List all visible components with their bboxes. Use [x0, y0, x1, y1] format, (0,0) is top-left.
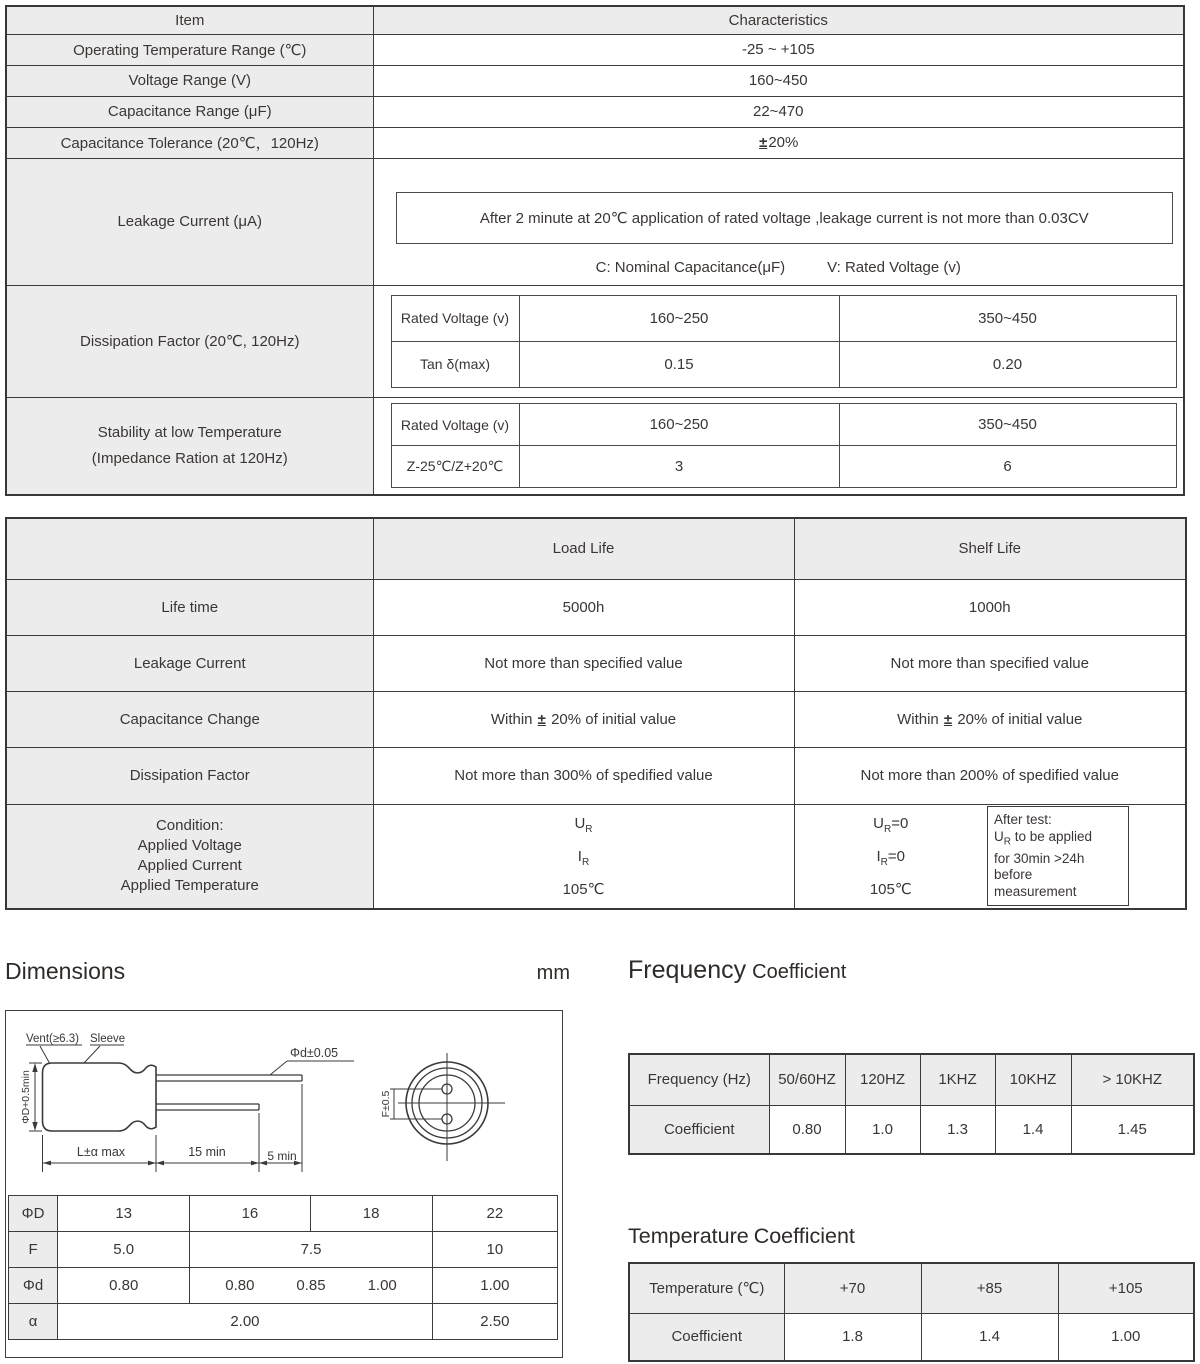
- lead-15min-label: 15 min: [188, 1145, 226, 1159]
- stability-inner-table: Rated Voltage (v) 160~250 350~450 Z-25℃/Z+20℃ 3 6: [391, 403, 1177, 488]
- condition-label: Condition: Applied Voltage Applied Current Applied Temperature: [6, 804, 373, 909]
- sleeve-label: Sleeve: [90, 1033, 126, 1045]
- leakage-cell: [373, 158, 1184, 285]
- table-row: Capacitance Change Within ± 20% of initial value Within ± 20% of initial value: [6, 691, 1186, 747]
- table-row: F 5.0 7.5 10: [9, 1232, 558, 1268]
- spec-header-item: Item: [6, 6, 373, 34]
- dimensions-table: [8, 1195, 558, 1340]
- spec-table: [5, 5, 1185, 496]
- dissipation-inner-table: Rated Voltage (v) 160~250 350~450 Tan δ(max) 0.15 0.20: [391, 295, 1177, 388]
- phid-dim-label: Φd±0.05: [290, 1046, 339, 1060]
- table-row: Dissipation Factor Not more than 300% of spedified value Not more than 200% of spedified value: [6, 747, 1186, 804]
- leakage-definitions: C: Nominal Capacitance(μF) V: Rated Voltage (v): [595, 258, 961, 276]
- spec-row-value: 160~450: [373, 65, 1184, 96]
- capacitor-drawing: [6, 1011, 561, 1193]
- condition-shelf-cell: $U_R=0$ $I_R=0$ 105℃ After test: $U_R$ to be applied for 30min >24h before measurement: [794, 804, 1186, 909]
- dimensions-drawing-box: [5, 1010, 563, 1358]
- table-row: [6, 397, 1184, 495]
- length-dim-label: L±α max: [76, 1145, 126, 1159]
- dissipation-cell: [373, 285, 1184, 397]
- frequency-section-title: Frequency Coefficient: [628, 956, 847, 984]
- plus-minus-symbol: ±: [537, 710, 546, 728]
- spec-row-label: Voltage Range (V): [6, 65, 373, 96]
- life-header-load: Load Life: [373, 518, 794, 579]
- lead-5min-label: 5 min: [267, 1149, 297, 1163]
- spec-row-value: -25 ~ +105: [373, 34, 1184, 65]
- condition-row: [6, 804, 1186, 909]
- phiD-dim-label: ΦD+0.5min: [20, 1070, 32, 1124]
- spec-row-value: ±20%: [373, 127, 1184, 158]
- condition-load-cell: $U_R$ $I_R$ 105℃: [373, 804, 794, 909]
- spec-row-label: Operating Temperature Range (℃): [6, 34, 373, 65]
- leakage-label: Leakage Current (μA): [6, 158, 373, 285]
- life-header-shelf: Shelf Life: [794, 518, 1186, 579]
- after-test-note: After test: $U_R$ to be applied for 30min >24h before measurement: [987, 806, 1129, 906]
- temperature-table: Temperature (℃) +70 +85 +105 Coefficient 1.8 1.4 1.00: [628, 1262, 1195, 1362]
- table-row: [6, 127, 1184, 158]
- spec-row-label: Capacitance Range (μF): [6, 96, 373, 127]
- table-row: [6, 285, 1184, 397]
- dimensions-header: [5, 958, 570, 985]
- table-row: Coefficient 1.8 1.4 1.00: [629, 1313, 1194, 1361]
- table-row: Coefficient 0.80 1.0 1.3 1.4 1.45: [629, 1105, 1194, 1154]
- stability-cell: [373, 397, 1184, 495]
- spec-header-characteristics: Characteristics: [373, 6, 1184, 34]
- leakage-note-box: After 2 minute at 20℃ application of rated voltage ,leakage current is not more than 0.03CV: [396, 192, 1174, 244]
- life-table: [5, 517, 1187, 910]
- spec-row-label: Capacitance Tolerance (20℃，120Hz): [6, 127, 373, 158]
- f-dim-label: F±0.5: [380, 1090, 392, 1118]
- plus-minus-symbol: ±: [759, 134, 768, 151]
- plus-minus-symbol: ±: [943, 710, 953, 728]
- table-row: [6, 96, 1184, 127]
- spec-row-value: 22~470: [373, 96, 1184, 127]
- dimensions-title: Dimensions: [5, 958, 126, 984]
- table-row: Leakage Current Not more than specified value Not more than specified value: [6, 635, 1186, 691]
- table-row: α 2.00 2.50: [9, 1304, 558, 1340]
- temperature-section-title: Temperature Coefficient: [628, 1224, 855, 1248]
- dissipation-label: Dissipation Factor (20℃, 120Hz): [6, 285, 373, 397]
- dimensions-unit: mm: [536, 962, 570, 984]
- stability-label: Stability at low Temperature (Impedance Ration at 120Hz): [6, 397, 373, 495]
- table-row: [6, 158, 1184, 285]
- vent-label: Vent(≥6.3): [26, 1033, 79, 1045]
- table-row: [6, 34, 1184, 65]
- frequency-table: Frequency (Hz) 50/60HZ 120HZ 1KHZ 10KHZ > 10KHZ Coefficient 0.80 1.0 1.3 1.4 1.45: [628, 1053, 1195, 1155]
- life-header-empty: [6, 518, 373, 579]
- table-row: [6, 65, 1184, 96]
- table-row: Life time 5000h 1000h: [6, 579, 1186, 635]
- table-row: Φd 0.80 0.80 0.85 1.00 1.00: [9, 1268, 558, 1304]
- table-row: ΦD 13 16 18 22: [9, 1196, 558, 1232]
